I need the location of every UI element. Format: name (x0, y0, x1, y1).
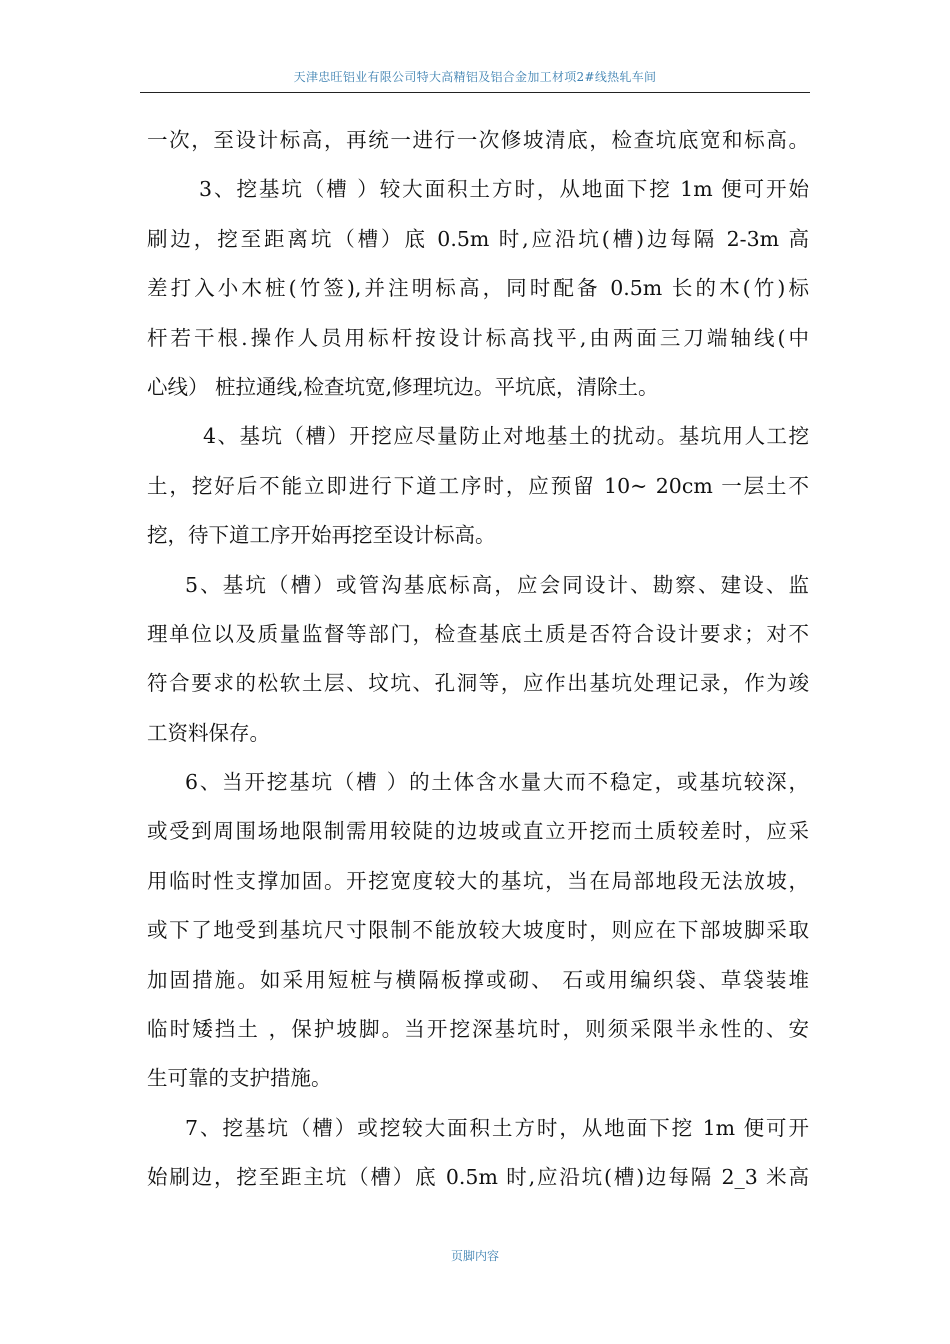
text-line: 或下了地受到基坑尺寸限制不能放较大坡度时，则应在下部坡脚采取 (147, 918, 809, 943)
header-divider (140, 92, 810, 93)
text-line: 7、挖基坑（槽）或挖较大面积土方时，从地面下挖 1m 便可开 (185, 1115, 809, 1140)
text-line: 心线） 桩拉通线,检查坑宽,修理坑边。平坑底，清除土。 (147, 374, 659, 399)
text-line: 差打入小木桩(竹签),并注明标高，同时配备 0.5m 长的木(竹)标 (147, 276, 809, 301)
text-line: 5、基坑（槽）或管沟基底标高，应会同设计、勘察、建设、监 (185, 572, 809, 597)
page-header: 天津忠旺铝业有限公司特大高精铝及铝合金加工材项2#线热轧车间 (293, 70, 657, 84)
text-line: 一次，至设计标高，再统一进行一次修坡清底，检查坑底宽和标高。 (147, 128, 809, 152)
text-line: 始刷边，挖至距主坑（槽）底 0.5m 时,应沿坑(槽)边每隔 2_3 米高 (147, 1165, 809, 1190)
text-line: 加固措施。如采用短桩与横隔板撑或砌、 石或用编织袋、草袋装堆 (147, 967, 809, 992)
document-body (147, 116, 809, 1203)
text-line: 或受到周围场地限制需用较陡的边坡或直立开挖而土质较差时，应采 (147, 819, 809, 844)
text-line: 挖，待下道工序开始再挖至设计标高。 (147, 523, 496, 548)
text-line: 生可靠的支护措施。 (147, 1066, 332, 1091)
page-footer: 页脚内容 (450, 1249, 499, 1263)
text-line: 理单位以及质量监督等部门，检查基底土质是否符合设计要求；对不 (147, 621, 809, 646)
text-line: 土，挖好后不能立即进行下道工序时，应预留 10~ 20cm 一层土不 (147, 473, 809, 498)
text-line: 6、当开挖基坑（槽 ）的土体含水量大而不稳定，或基坑较深， (185, 770, 809, 795)
text-line: 杆若干根.操作人员用标杆按设计标高找平,由两面三刀端轴线(中 (147, 325, 809, 350)
text-line: 用临时性支撑加固。开挖宽度较大的基坑，当在局部地段无法放坡， (147, 868, 809, 893)
text-line: 符合要求的松软土层、坟坑、孔洞等，应作出基坑处理记录，作为竣 (147, 671, 809, 696)
text-line: 3、挖基坑（槽 ）较大面积土方时，从地面下挖 1m 便可开始 (199, 177, 809, 202)
text-line: 工资料保存。 (147, 720, 270, 745)
text-line: 刷边，挖至距离坑（槽）底 0.5m 时,应沿坑(槽)边每隔 2-3m 高 (147, 226, 809, 251)
text-line: 4、基坑（槽）开挖应尽量防止对地基土的扰动。基坑用人工挖 (203, 424, 809, 449)
text-line: 临时矮挡土 ，保护坡脚。当开挖深基坑时，则须采限半永性的、安 (147, 1017, 809, 1042)
